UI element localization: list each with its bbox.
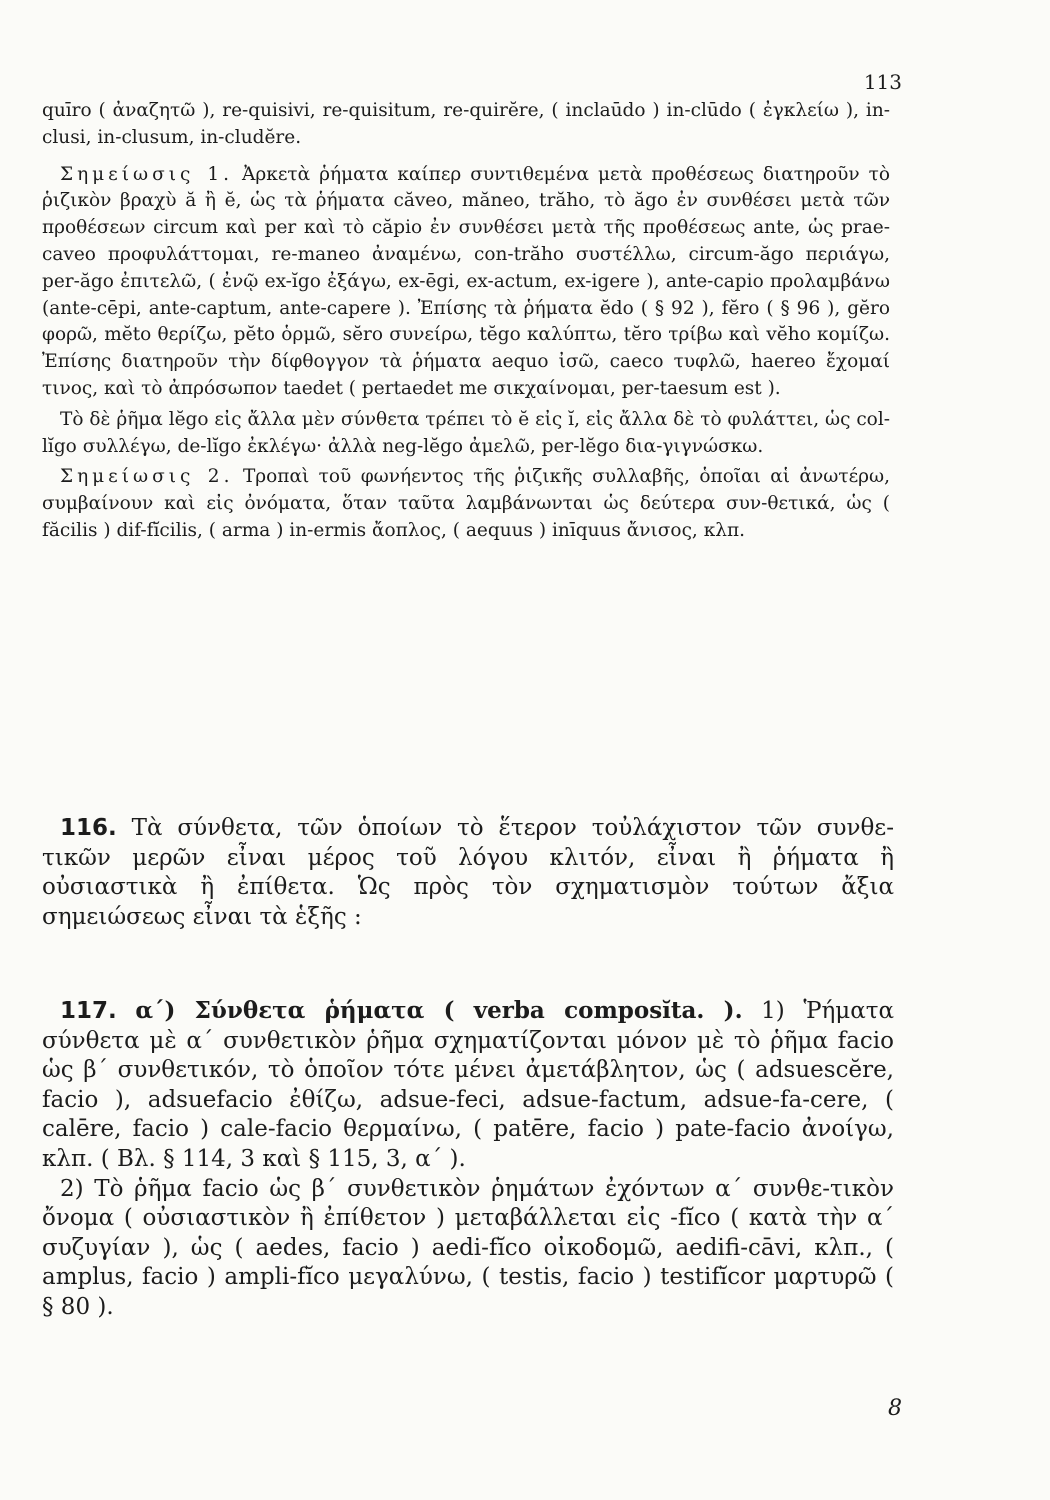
note-2-label: Σημείωσις 2. <box>60 466 234 488</box>
paragraph-quiro: quīro ( ἀναζητῶ ), re-quisivi, re-quisitum, re-quirĕre, ( inclaūdo ) in-clūdo ( ἐγκλείω ), in-clusi, in-clusum, in-cludĕre. <box>42 100 890 148</box>
section-117-text-1: 1) Ῥήματα σύνθετα μὲ α΄ συνθετικὸν ῥῆμα σχηματίζονται μόνον μὲ τὸ ῥῆμα facio ὡς β΄ συνθετικόν, τὸ ὁποῖον τότε μένει ἀμετάβλητον, ὡς ( adsuescĕre, facio ), adsuefacio ἐθίζω, adsue-feci, adsue-factum, adsue-fa-cere, ( calēre, facio ) cale-facio θερμαίνω, ( patēre, facio ) pate-facio ἀνοίγω, κλπ. ( Βλ. § 114, 3 καὶ § 115, 3, α΄ ). <box>42 998 895 1172</box>
note-1-label: Σημείωσις 1. <box>60 163 234 185</box>
section-116-text: Τὰ σύνθετα, τῶν ὁποίων τὸ ἕτερον τοὐλάχιστον τῶν συνθε-τικῶν μερῶν εἶναι μέρος τοῦ λόγου κλιτόν, εἶναι ἢ ῥήματα ἢ οὐσιαστικὰ ἢ ἐπίθετα. Ὡς πρὸς τὸν σχηματισμὸν τούτων ἄξια σημειώσεως εἶναι τὰ ἑξῆς : <box>42 815 894 930</box>
note-2-text: Τροπαὶ τοῦ φωνήεντος τῆς ῥιζικῆς συλλαβῆς, ὁποῖαι αἱ ἀνωτέρω, συμβαίνουν καὶ εἰς ὀνόματα, ὅταν ταῦτα λαμβάνωνται ὡς δεύτερα συν-θετικά, ὡς ( făcilis ) dif-fĭcilis, ( arma ) in-ermis ἄοπλος, ( aequus ) inīquus ἄνισος, κλπ. <box>42 466 890 541</box>
page-number: 113 <box>863 70 902 94</box>
section-117-heading: α΄) Σύνθετα ῥήματα ( verba composĭta. ). <box>135 997 743 1024</box>
section-116-paragraph <box>42 814 894 932</box>
top-block <box>42 98 890 545</box>
note-1-text: Ἀρκετὰ ῥήματα καίπερ συντιθεμένα μετὰ προθέσεως διατηροῦν τὸ ῥιζικὸν βραχὺ ă ἢ ĕ, ὡς τὰ ῥήματα căveo, măneo, trăho, τὸ ăgo ἐν συνθέσει μετὰ τῶν προθέσεων circum καὶ per καὶ τὸ căpio ἐν συνθέσει μετὰ τῆς προθέσεως ante, ὡς prae-caveo προφυλάττομαι, re-maneo ἀναμένω, con-trăho συστέλλω, circum-ăgo περιάγω, per-ăgo ἐπιτελῶ, ( ἐνῷ ex-ĭgo ἐξάγω, ex-ēgi, ex-actum, ex-igere ), ante-capio προλαμβάνω (ante-cēpi, ante-captum, ante-capere ). Ἐπίσης τὰ ῥήματα ĕdo ( § 92 ), fĕro ( § 96 ), gĕro φορῶ, mĕto θερίζω, pĕto ὁρμῶ, sĕro συνείρω, tĕgo καλύπτω, tĕro τρίβω καὶ vĕho κομίζω. Ἐπίσης διατηροῦν τὴν δίφθογγον τὰ ῥήματα aequo ἰσῶ, caeco τυφλῶ, haereo ἔχομαί τινος, καὶ τὸ ἀπρόσωπον taedet ( pertaedet me σικχαίνομαι, per-taesum est ). <box>42 163 890 399</box>
page-signature: 8 <box>888 1396 902 1421</box>
section-117-paragraph-1 <box>42 996 894 1175</box>
section-116-number: 116. <box>60 815 117 841</box>
section-117-number: 117. <box>60 998 117 1024</box>
section-116 <box>42 814 894 932</box>
note-1 <box>42 162 890 403</box>
section-117-paragraph-2: 2) Τὸ ῥῆμα facio ὡς β΄ συνθετικὸν ῥημάτων ἐχόντων α΄ συνθε-τικὸν ὄνομα ( οὐσιαστικὸν ἢ ἐπίθετον ) μεταβάλλεται εἰς -fĭco ( κατὰ τὴν α΄ συζυγίαν ), ὡς ( aedes, facio ) aedi-fĭco οἰκοδομῶ, aedifi-cāvi, κλπ., ( amplus, facio ) ampli-fĭco μεγαλύνω, ( testis, facio ) testifĭcor μαρτυρῶ ( § 80 ). <box>42 1175 894 1320</box>
note-2 <box>42 464 890 544</box>
paragraph-lego: Τὸ δὲ ῥῆμα lĕgo εἰς ἄλλα μὲν σύνθετα τρέπει τὸ ĕ εἰς ĭ, εἰς ἄλλα δὲ τὸ φυλάττει, ὡς col-lĭgo συλλέγω, de-lĭgo ἐκλέγω· ἀλλὰ neg-lĕgo ἀμελῶ, per-lĕgo δια-γιγνώσκω. <box>42 408 890 457</box>
section-117 <box>42 996 894 1323</box>
